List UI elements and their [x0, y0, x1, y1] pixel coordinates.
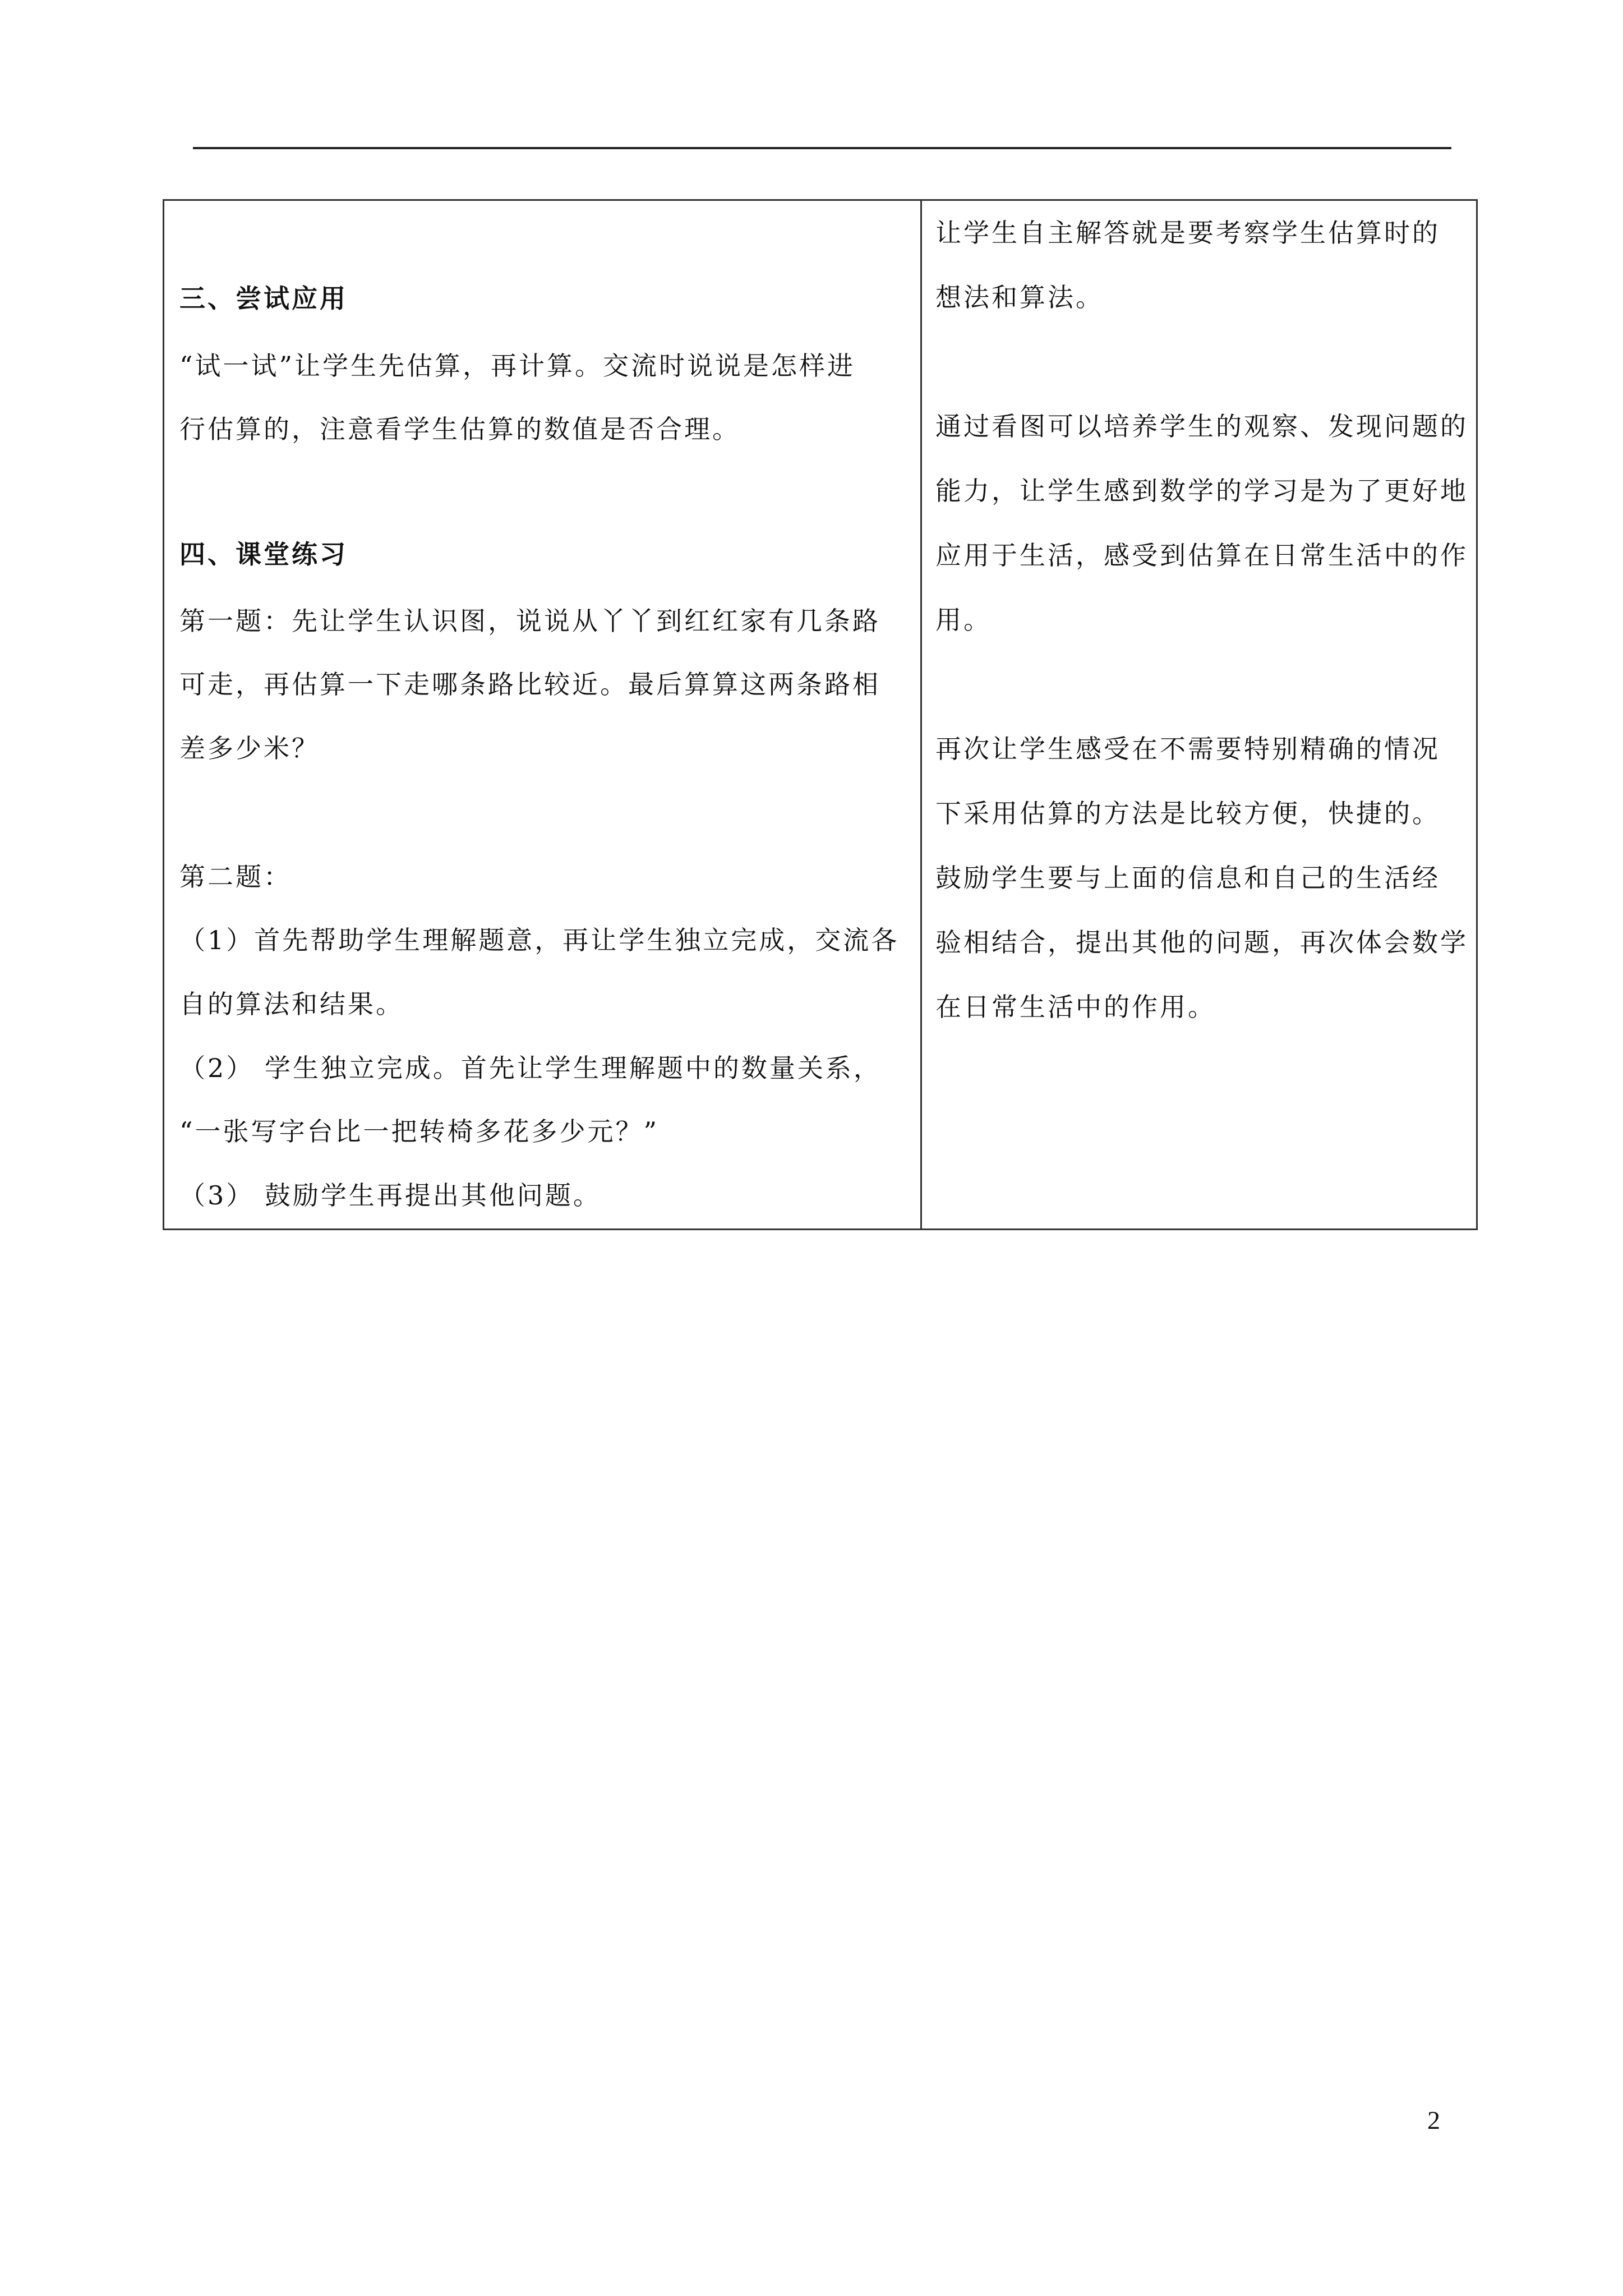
header-rule — [193, 147, 1451, 149]
note2-line2: 能力，让学生感到数学的学习是为了更好地 — [935, 476, 1468, 506]
page-number: 2 — [1427, 2106, 1440, 2134]
note4-line2: 验相结合，提出其他的问题，再次体会数学 — [935, 927, 1468, 958]
section3-line1: “试一试”让学生先估算，再计算。交流时说说是怎样进 — [179, 351, 856, 381]
q2-item1-line1: （1）首先帮助学生理解题意，再让学生独立完成，交流各 — [179, 925, 900, 955]
note2-line1: 通过看图可以培养学生的观察、发现问题的 — [935, 411, 1468, 441]
note4-line3: 在日常生活中的作用。 — [935, 992, 1216, 1022]
q2-item2-line1: （2） 学生独立完成。首先让学生理解题中的数量关系， — [179, 1053, 882, 1083]
q2-item2-line2: “一张写字台比一把转椅多花多少元？” — [179, 1116, 660, 1147]
note3-line2: 下采用估算的方法是比较方便，快捷的。 — [935, 798, 1440, 829]
note4-line1: 鼓励学生要与上面的信息和自己的生活经 — [935, 863, 1440, 893]
q2-item3: （3） 鼓励学生再提出其他问题。 — [179, 1180, 601, 1211]
note1-line2: 想法和算法。 — [935, 282, 1104, 312]
q1-line1: 第一题：先让学生认识图，说说从丫丫到红红家有几条路 — [179, 606, 880, 636]
section4-heading: 四、课堂练习 — [179, 539, 348, 569]
q2-item1-line2: 自的算法和结果。 — [179, 989, 404, 1019]
q1-line2: 可走，再估算一下走哪条路比较近。最后算算这两条路相 — [179, 669, 880, 700]
note2-line3: 应用于生活，感受到估算在日常生活中的作 — [935, 540, 1468, 570]
note1-line1: 让学生自主解答就是要考察学生估算时的 — [935, 218, 1440, 248]
section3-heading: 三、尝试应用 — [179, 283, 348, 314]
q2-heading: 第二题： — [179, 862, 292, 892]
note2-line4: 用。 — [935, 605, 992, 635]
note3-line1: 再次让学生感受在不需要特别精确的情况 — [935, 734, 1440, 764]
section3-line2: 行估算的，注意看学生估算的数值是否合理。 — [179, 414, 740, 444]
q1-line3: 差多少米？ — [179, 733, 320, 763]
column-divider — [920, 201, 922, 1228]
